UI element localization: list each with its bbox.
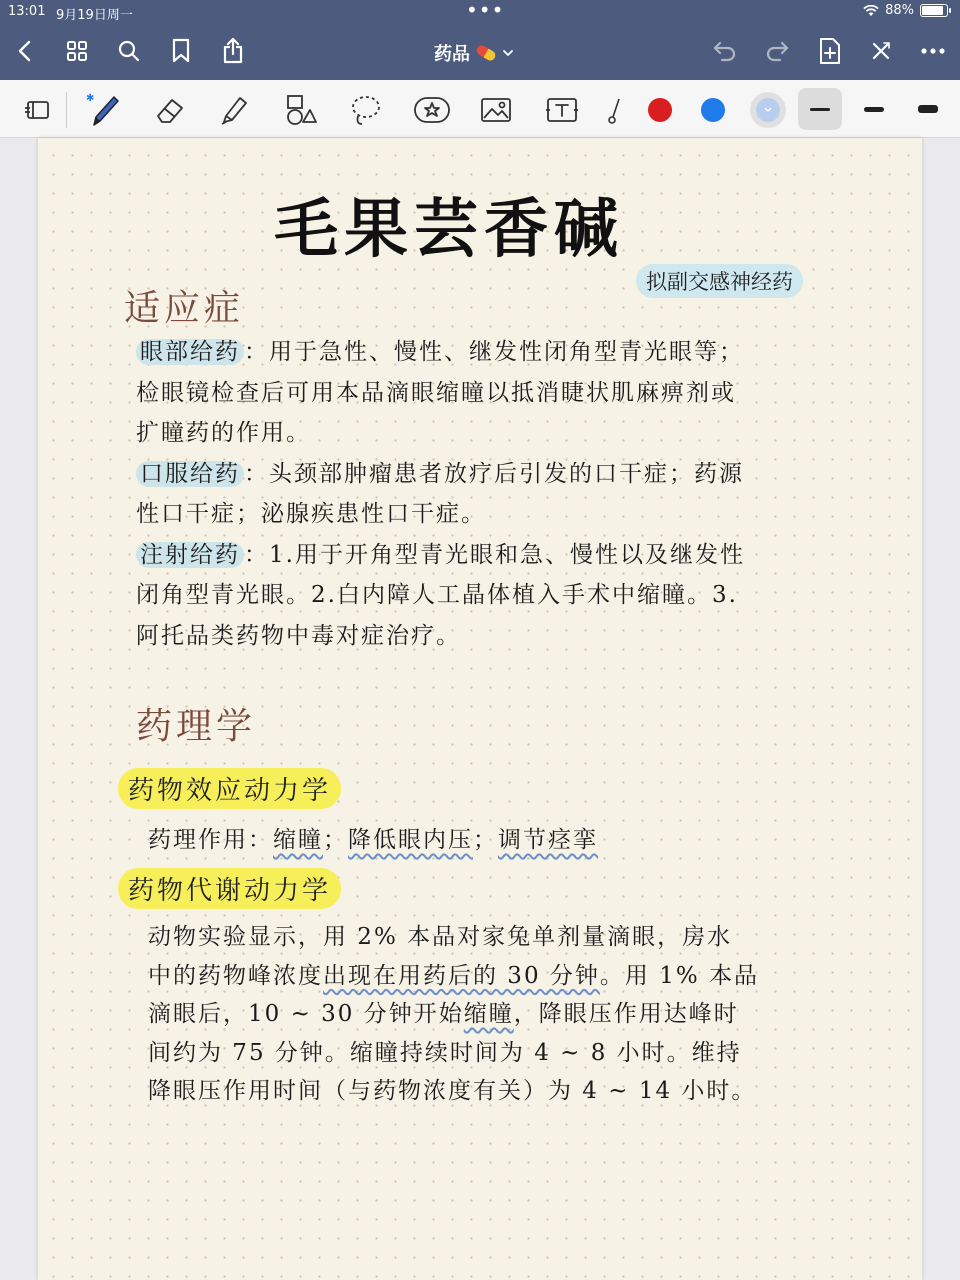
pen-icon[interactable] [84, 90, 124, 130]
oral-label: 口服给药 [136, 461, 244, 487]
indications-text [136, 332, 896, 656]
drug-class-tag: 拟副交感神经药 [636, 264, 803, 298]
pharmacokinetics-heading: 药物代谢动力学 [118, 868, 341, 909]
inj-text-1: ：1.用于开角型青光眼和急、慢性以及继发性 [244, 541, 745, 568]
indications-heading: 适应症 [124, 288, 245, 329]
redo-icon[interactable] [762, 36, 792, 66]
pd-item-accommodation: 调节痉挛 [498, 827, 598, 853]
close-icon[interactable] [866, 36, 896, 66]
pk-line-2a: 中的药物峰浓度 [148, 962, 323, 989]
color-lightblue-swatch [756, 98, 780, 122]
status-time: 13:01 [8, 4, 46, 19]
note-page[interactable] [38, 138, 922, 1280]
pharmacodynamics-heading: 药物效应动力学 [118, 768, 341, 809]
status-bar [0, 0, 960, 26]
pharmacology-heading: 药理学 [136, 706, 257, 747]
pk-line-5: 降眼压作用时间（与药物浓度有关）为 4 ~ 14 小时。 [148, 1078, 757, 1104]
chevron-down-icon [502, 49, 514, 57]
pd-item-iop: 降低眼内压 [348, 827, 473, 853]
laser-icon[interactable] [600, 90, 630, 130]
eye-line-3: 扩瞳药的作用。 [136, 420, 311, 446]
undo-icon[interactable] [710, 36, 740, 66]
inj-line-2: 闭角型青光眼。2.白内障人工晶体植入手术中缩瞳。3. [136, 582, 738, 608]
wifi-icon [863, 5, 879, 17]
bookmark-icon[interactable] [166, 36, 196, 66]
note-title: 毛果芸香碱 [274, 192, 624, 267]
pk-line-3c: ，降眼压作用达峰时 [513, 1001, 739, 1027]
eraser-icon[interactable] [150, 90, 190, 130]
pk-line-1: 动物实验显示，用 2% 本品对家兔单剂量滴眼，房水 [148, 924, 733, 950]
highlighter-icon[interactable] [214, 90, 254, 130]
oral-text-1: ：头颈部肿瘤患者放疗后引发的口干症；药源 [244, 460, 744, 487]
pk-line-3b: 缩瞳 [463, 1001, 514, 1027]
eye-label: 眼部给药 [136, 339, 244, 365]
pk-line-3a: 滴眼后，10 ~ 30 分钟开始 [148, 1001, 464, 1027]
pk-line-4: 间约为 75 分钟。缩瞳持续时间为 4 ~ 8 小时。维持 [148, 1039, 742, 1066]
document-title-text: 药品 [434, 44, 470, 65]
eye-text-1: ：用于急性、慢性、继发性闭角型青光眼等； [244, 339, 744, 365]
drawing-toolbar [0, 80, 960, 138]
pharmacodynamics-text [148, 820, 848, 861]
back-icon[interactable] [10, 36, 40, 66]
navigation-bar [0, 26, 960, 80]
page-mode-icon[interactable] [18, 90, 58, 130]
shapes-icon[interactable] [280, 90, 320, 130]
image-icon[interactable] [476, 90, 516, 130]
pill-emoji-icon [475, 44, 497, 63]
stroke-thick-button[interactable] [906, 88, 950, 130]
pharmacokinetics-text [148, 918, 868, 1111]
share-icon[interactable] [218, 36, 248, 66]
color-blue-swatch[interactable] [701, 98, 725, 122]
pd-sep-1: ； [323, 827, 348, 853]
pk-line-2 [148, 957, 868, 996]
pk-line-2c: 。用 1% 本品 [599, 962, 760, 989]
lasso-icon[interactable] [346, 90, 386, 130]
pd-item-miosis: 缩瞳 [273, 827, 323, 853]
document-title[interactable] [434, 40, 514, 66]
sticker-icon[interactable] [412, 90, 452, 130]
chevron-down-icon [764, 107, 772, 113]
stroke-thin-button[interactable] [798, 88, 842, 130]
oral-line-1 [136, 454, 896, 495]
status-right [863, 3, 948, 18]
top-bar [0, 0, 960, 80]
injection-label: 注射给药 [136, 542, 244, 568]
eye-line-2: 检眼镜检查后可用本品滴眼缩瞳以抵消睫状肌麻痹剂或 [136, 379, 736, 406]
multitask-dots-icon[interactable]: ••• [466, 0, 505, 22]
svg-text:✱: ✱ [86, 93, 95, 104]
inj-line-1 [136, 535, 896, 576]
battery-icon [920, 4, 948, 17]
pk-line-3 [148, 995, 868, 1034]
search-icon[interactable] [114, 36, 144, 66]
eye-line-1 [136, 332, 896, 373]
status-date: 9月19日周一 [56, 8, 133, 23]
more-icon[interactable] [918, 36, 948, 66]
stroke-medium-button[interactable] [852, 88, 896, 130]
toolbar-divider [66, 92, 67, 128]
battery-percent: 88% [885, 3, 914, 18]
pd-sep-2: ； [473, 827, 498, 853]
inj-line-3: 阿托品类药物中毒对症治疗。 [136, 622, 461, 649]
oral-line-2: 性口干症；泌腺疾患性口干症。 [136, 501, 486, 527]
pd-prefix: 药理作用： [148, 827, 273, 853]
color-selected-swatch[interactable] [750, 92, 786, 128]
pk-line-2b: 出现在用药后的 30 分钟 [323, 962, 600, 989]
color-red-swatch[interactable] [648, 98, 672, 122]
text-icon[interactable] [542, 90, 582, 130]
add-page-icon[interactable] [815, 36, 845, 66]
grid-icon[interactable] [62, 36, 92, 66]
